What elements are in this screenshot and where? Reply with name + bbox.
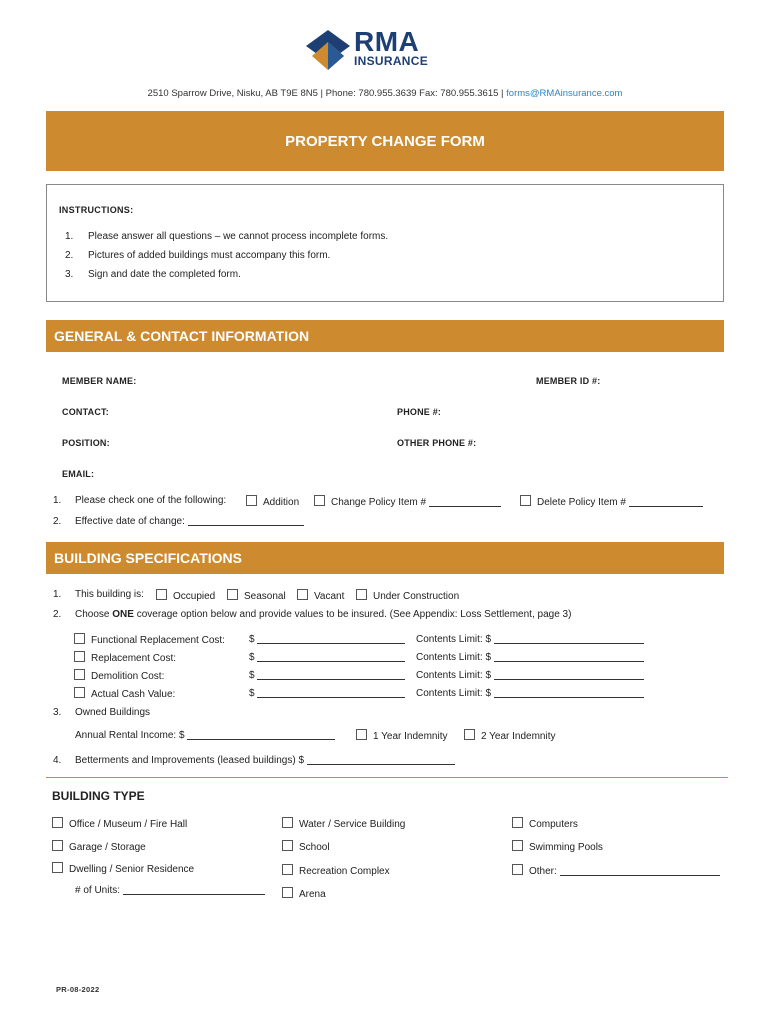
other-field[interactable]	[560, 865, 720, 876]
building-type-option[interactable]: Dwelling / Senior Residence	[52, 862, 194, 875]
change-policy-checkbox[interactable]	[314, 495, 325, 506]
building-type-option[interactable]: Other:	[512, 864, 720, 877]
building-type-option[interactable]: Recreation Complex	[282, 864, 390, 877]
coverage-option-acv[interactable]: Actual Cash Value:	[74, 687, 175, 700]
water-checkbox[interactable]	[282, 817, 293, 828]
other-checkbox[interactable]	[512, 864, 523, 875]
logo-text	[354, 28, 428, 68]
general-section-header: GENERAL & CONTACT INFORMATION	[46, 320, 724, 352]
units-field[interactable]: # of Units:	[75, 884, 265, 896]
garage-checkbox[interactable]	[52, 840, 63, 851]
owned-buildings-label: 3. Owned Buildings	[53, 707, 151, 718]
seasonal-option[interactable]: Seasonal	[227, 589, 286, 602]
rental-income-field[interactable]: Annual Rental Income: $	[75, 729, 335, 741]
arena-checkbox[interactable]	[282, 887, 293, 898]
email-link[interactable]: forms@RMAinsurance.com	[506, 88, 623, 99]
one-year-indemnity-option[interactable]: 1 Year Indemnity	[356, 729, 448, 742]
building-type-option[interactable]: Water / Service Building	[282, 817, 405, 830]
occupied-option[interactable]: Occupied	[156, 589, 215, 602]
instruction-item: 3. Sign and date the completed form.	[65, 269, 241, 280]
demolition-checkbox[interactable]	[74, 669, 85, 680]
email-label: EMAIL:	[62, 469, 95, 479]
contents-limit-field[interactable]: Contents Limit: $	[416, 633, 644, 645]
divider	[46, 777, 728, 778]
effective-date-field[interactable]	[188, 515, 304, 526]
delete-policy-field[interactable]	[629, 496, 703, 507]
change-policy-field[interactable]	[429, 496, 501, 507]
addition-option[interactable]: Addition	[246, 495, 299, 508]
building-type-option[interactable]: Arena	[282, 887, 326, 900]
two-year-checkbox[interactable]	[464, 729, 475, 740]
delete-policy-option[interactable]: Delete Policy Item #	[520, 495, 703, 508]
acv-checkbox[interactable]	[74, 687, 85, 698]
occupied-checkbox[interactable]	[156, 589, 167, 600]
coverage-option-functional[interactable]: Functional Replacement Cost:	[74, 633, 225, 646]
value-field[interactable]: $	[249, 633, 405, 645]
rma-logo-icon	[304, 28, 352, 74]
vacant-checkbox[interactable]	[297, 589, 308, 600]
effective-date-question: 2. Effective date of change:	[53, 515, 304, 527]
addition-checkbox[interactable]	[246, 495, 257, 506]
two-year-indemnity-option[interactable]: 2 Year Indemnity	[464, 729, 556, 742]
value-field[interactable]: $	[249, 651, 405, 663]
one-year-checkbox[interactable]	[356, 729, 367, 740]
functional-checkbox[interactable]	[74, 633, 85, 644]
contact-label: CONTACT:	[62, 407, 109, 417]
building-type-option[interactable]: School	[282, 840, 330, 853]
under-construction-checkbox[interactable]	[356, 589, 367, 600]
change-policy-option[interactable]: Change Policy Item #	[314, 495, 501, 508]
computers-checkbox[interactable]	[512, 817, 523, 828]
dwelling-checkbox[interactable]	[52, 862, 63, 873]
building-type-title: BUILDING TYPE	[52, 789, 145, 803]
contents-limit-field[interactable]: Contents Limit: $	[416, 669, 644, 681]
coverage-question: 2. Choose ONE coverage option below and provide values to be insured. (See Appendix: Loss Settlement, page 3)	[53, 609, 572, 620]
vacant-option[interactable]: Vacant	[297, 589, 344, 602]
position-label: POSITION:	[62, 438, 110, 448]
instructions-box	[46, 184, 724, 302]
building-status-question: 1. This building is:	[53, 589, 144, 600]
address-line	[0, 88, 770, 99]
swimming-pools-checkbox[interactable]	[512, 840, 523, 851]
value-field[interactable]: $	[249, 669, 405, 681]
betterments-field: 4. Betterments and Improvements (leased buildings) $	[53, 754, 455, 766]
contents-limit-field[interactable]: Contents Limit: $	[416, 687, 644, 699]
change-type-question: 1. Please check one of the following:	[53, 495, 227, 506]
building-type-option[interactable]: Garage / Storage	[52, 840, 146, 853]
replacement-checkbox[interactable]	[74, 651, 85, 662]
phone-label: PHONE #:	[397, 407, 442, 417]
under-construction-option[interactable]: Under Construction	[356, 589, 459, 602]
member-id-label: MEMBER ID #:	[536, 376, 601, 386]
office-checkbox[interactable]	[52, 817, 63, 828]
delete-policy-checkbox[interactable]	[520, 495, 531, 506]
instruction-item: 1. Please answer all questions – we cannot process incomplete forms.	[65, 231, 389, 242]
form-title: PROPERTY CHANGE FORM	[46, 111, 724, 171]
address-text: 2510 Sparrow Drive, Nisku, AB T9E 8N5 | Phone: 780.955.3639 Fax: 780.955.3615 |	[147, 88, 507, 99]
value-field[interactable]: $	[249, 687, 405, 699]
logo-main: RMA	[354, 26, 420, 57]
building-type-option[interactable]: Computers	[512, 817, 578, 830]
building-type-option[interactable]: Office / Museum / Fire Hall	[52, 817, 187, 830]
coverage-option-replacement[interactable]: Replacement Cost:	[74, 651, 176, 664]
seasonal-checkbox[interactable]	[227, 589, 238, 600]
building-type-option[interactable]: Swimming Pools	[512, 840, 603, 853]
building-section-header: BUILDING SPECIFICATIONS	[46, 542, 724, 574]
coverage-option-demolition[interactable]: Demolition Cost:	[74, 669, 164, 682]
other-phone-label: OTHER PHONE #:	[397, 438, 477, 448]
school-checkbox[interactable]	[282, 840, 293, 851]
logo-sub: INSURANCE	[354, 54, 429, 68]
instructions-title: INSTRUCTIONS:	[59, 205, 134, 215]
form-code: PR-08-2022	[56, 985, 100, 994]
contents-limit-field[interactable]: Contents Limit: $	[416, 651, 644, 663]
member-name-label: MEMBER NAME:	[62, 376, 137, 386]
recreation-checkbox[interactable]	[282, 864, 293, 875]
instruction-item: 2. Pictures of added buildings must accompany this form.	[65, 250, 331, 261]
